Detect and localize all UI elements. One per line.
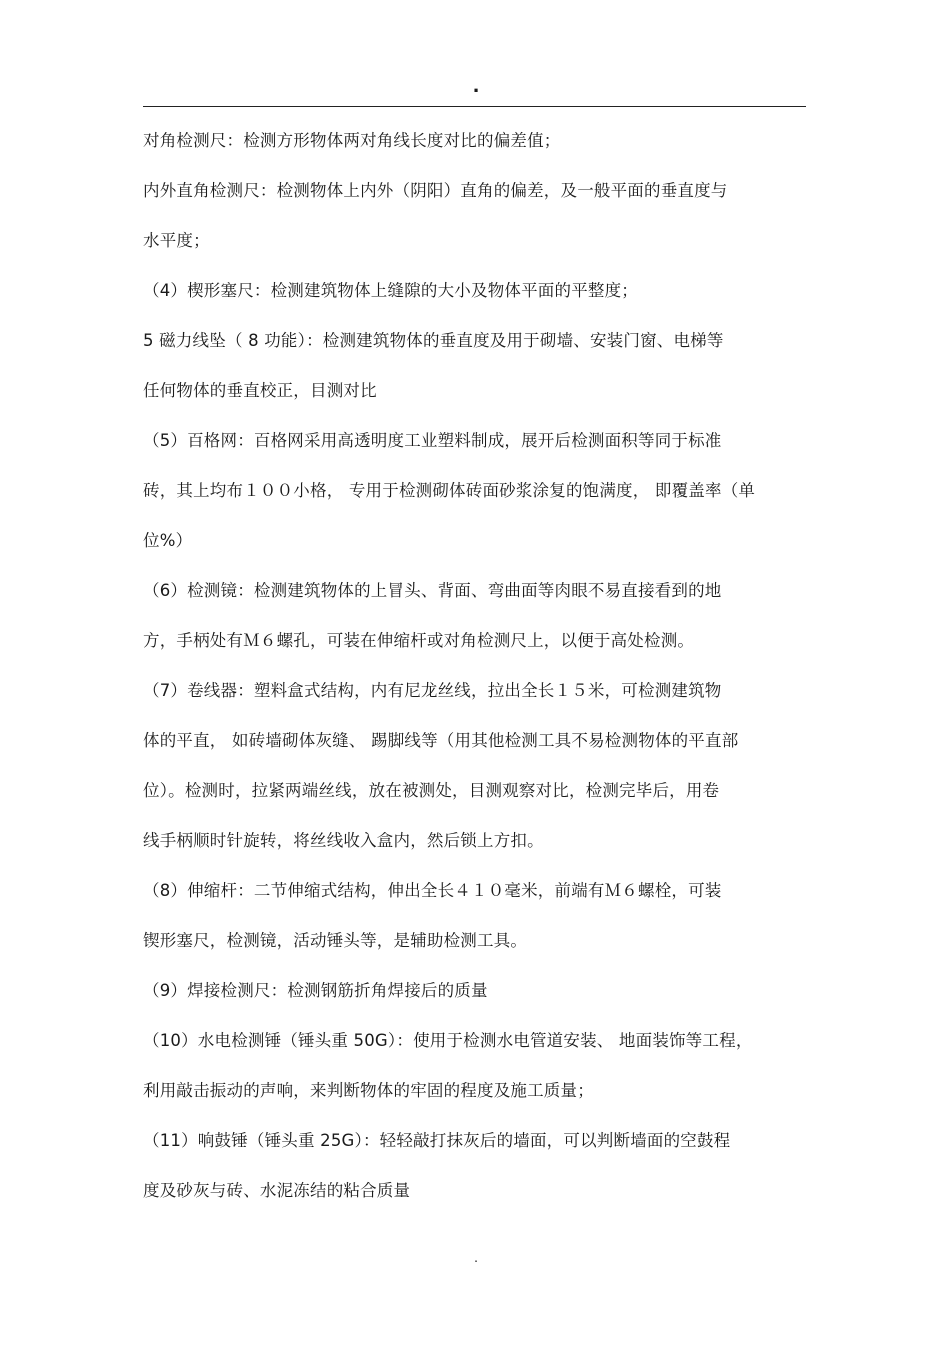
footer-mark: .	[474, 1251, 478, 1265]
text-line: （10）水电检测锤（锤头重 50G）：使用于检测水电管道安装、 地面装饰等工程，	[143, 1031, 753, 1050]
document-body	[143, 116, 813, 1216]
text-line: 度及砂灰与砖、水泥冻结的粘合质量	[143, 1181, 411, 1200]
text-line: 水平度；	[143, 231, 210, 250]
text-line: （4）楔形塞尺：检测建筑物体上缝隙的大小及物体平面的平整度；	[143, 281, 638, 300]
text-line: （8）伸缩杆：二节伸缩式结构，伸出全长４１０毫米，前端有Ｍ６螺栓，可装	[143, 881, 722, 900]
text-line: （9）焊接检测尺：检测钢筋折角焊接后的质量	[143, 981, 488, 1000]
text-line: 5 磁力线坠（ 8 功能）：检测建筑物体的垂直度及用于砌墙、安装门窗、电梯等	[143, 331, 724, 350]
text-line: 利用敲击振动的声响，来判断物体的牢固的程度及施工质量；	[143, 1081, 594, 1100]
text-line: 位）。检测时，拉紧两端丝线，放在被测处，目测观察对比，检测完毕后，用卷	[143, 781, 720, 800]
text-line: 方，手柄处有Ｍ６螺孔，可装在伸缩杆或对角检测尺上，以便于高处检测。	[143, 631, 695, 650]
header-rule	[143, 106, 806, 107]
text-line: （5）百格网：百格网采用高透明度工业塑料制成，展开后检测面积等同于标准	[143, 431, 722, 450]
text-line: 位%）	[143, 531, 193, 550]
text-line: 锲形塞尺，检测镜，活动锤头等，是辅助检测工具。	[143, 931, 528, 950]
text-line: 体的平直， 如砖墙砌体灰缝、 踢脚线等（用其他检测工具不易检测物体的平直部	[143, 731, 739, 750]
text-line: 线手柄顺时针旋转，将丝线收入盒内，然后锁上方扣。	[143, 831, 544, 850]
text-line: 内外直角检测尺：检测物体上内外（阴阳）直角的偏差，及一般平面的垂直度与	[143, 181, 728, 200]
text-line: 任何物体的垂直校正，目测对比	[143, 381, 377, 400]
header-mark: .	[472, 76, 480, 97]
text-line: （11）响鼓锤（锤头重 25G）：轻轻敲打抹灰后的墙面，可以判断墙面的空鼓程	[143, 1131, 731, 1150]
text-line: 砖，其上均布１００小格， 专用于检测砌体砖面砂浆涂复的饱满度， 即覆盖率（单	[143, 481, 756, 500]
text-line: （7）卷线器：塑料盒式结构，内有尼龙丝线，拉出全长１５米，可检测建筑物	[143, 681, 722, 700]
text-line: （6）检测镜：检测建筑物体的上冒头、背面、弯曲面等肉眼不易直接看到的地	[143, 581, 722, 600]
text-line: 对角检测尺：检测方形物体两对角线长度对比的偏差值；	[143, 131, 561, 150]
